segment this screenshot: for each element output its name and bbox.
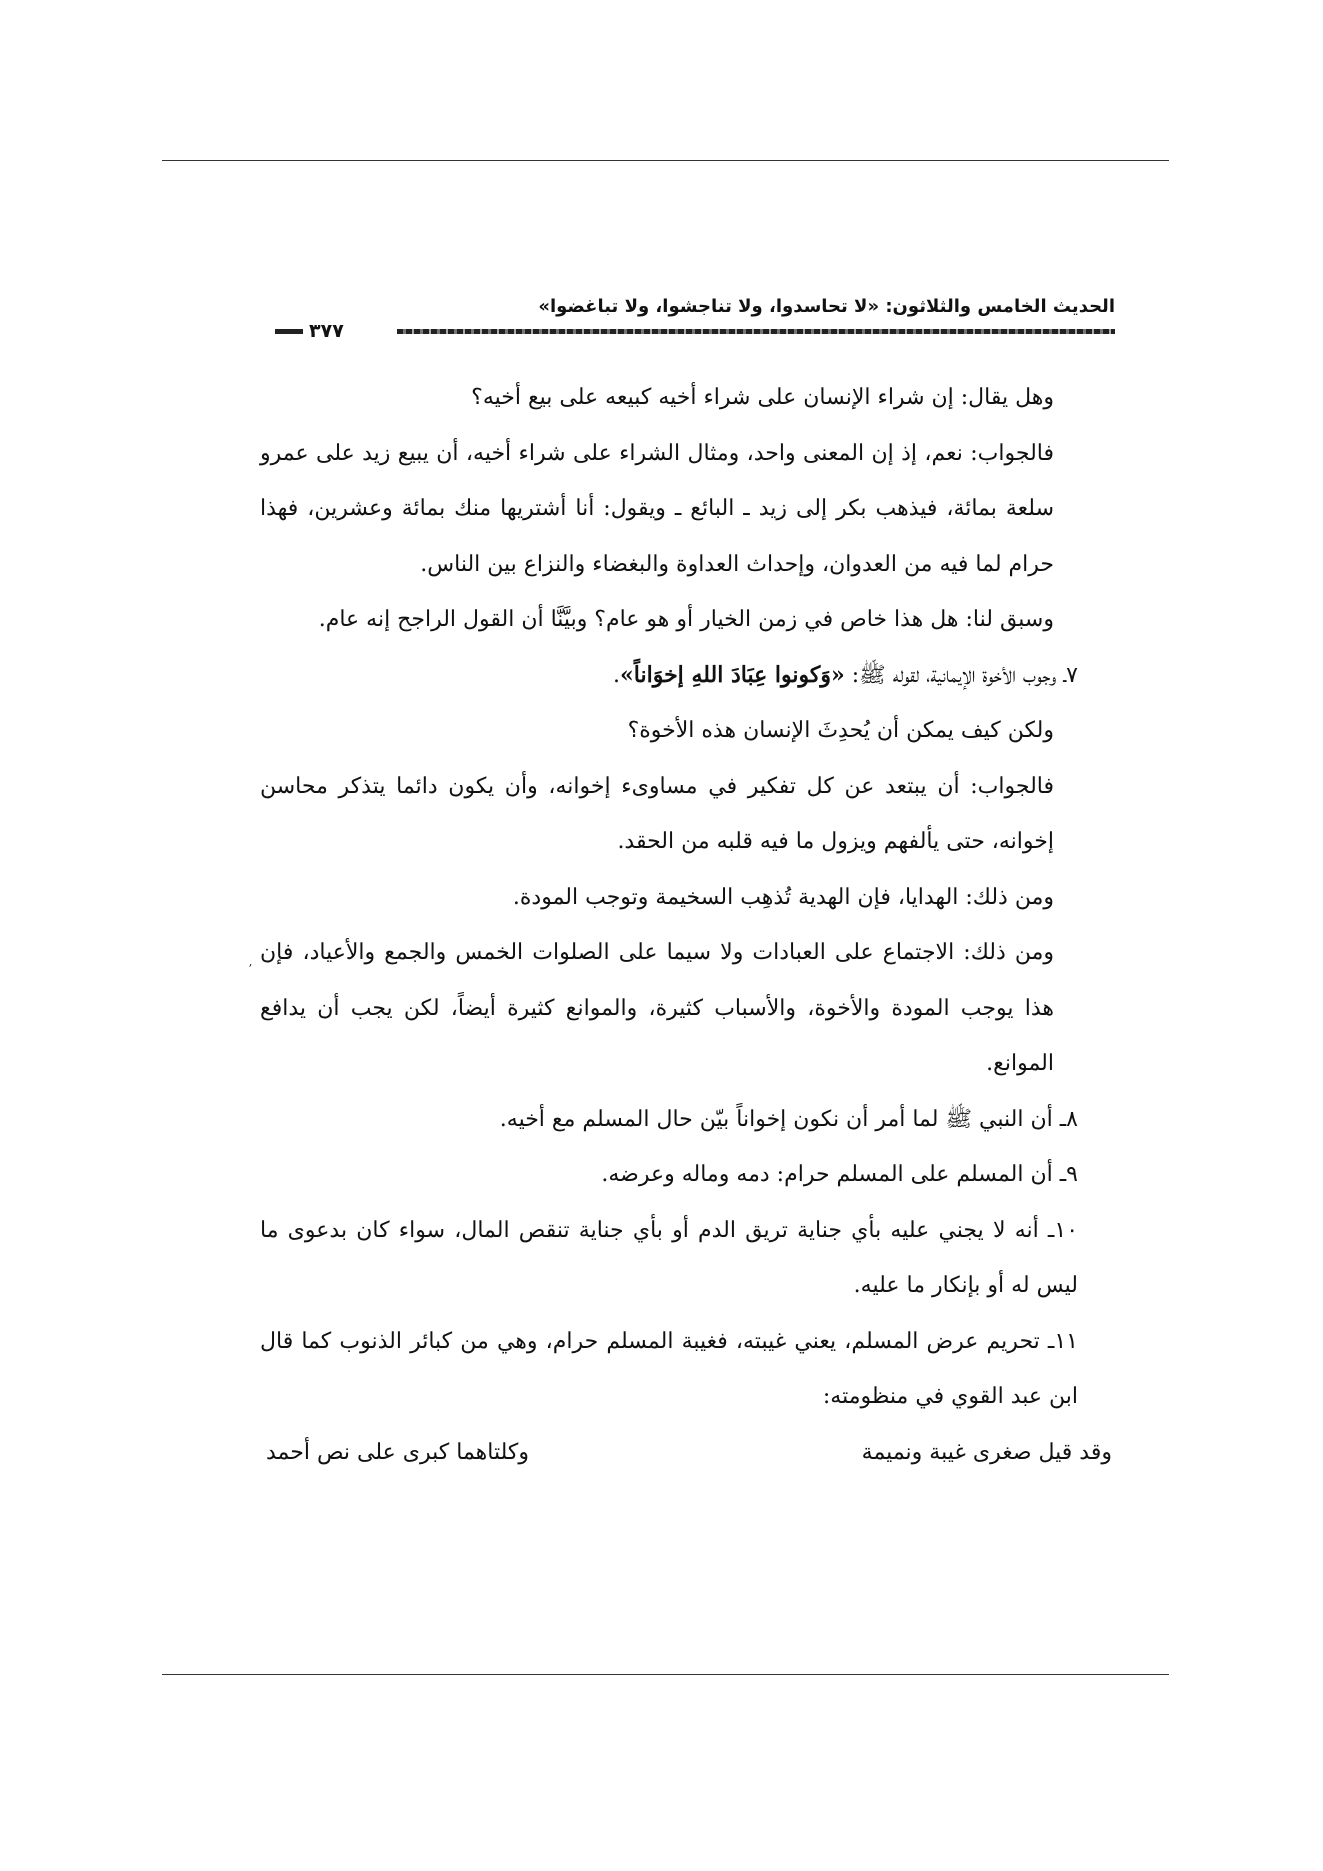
header-ornament-mini	[275, 329, 303, 334]
hadith-quote: «وَكونوا عِبَادَ اللهِ إخوَاناً»	[620, 661, 845, 688]
verse-second-hemistich: وكلتاهما كبرى على نص أحمد	[266, 1439, 529, 1465]
poetry-verse	[260, 1425, 1112, 1481]
point-7-end: .	[613, 662, 621, 688]
page-number-block	[275, 320, 344, 342]
stray-mark: ʼ	[248, 962, 252, 976]
paragraph-answer-purchase: فالجواب: نعم، إذ إن المعنى واحد، ومثال الشراء على شراء أخيه، أن يبيع زيد على عمرو سلعة بمائة، فيذهب بكر إلى زيد ـ البائع ـ ويقول: أنا أشتريها منك بمائة وعشرين، فهذا حرام لما فيه من العدوان، وإحداث العداوة والبغضاء والنزاع بين الناس.	[260, 440, 1055, 577]
point-7-intro: ٧ـ وجوب الأخوة الإيمانية، لقوله ﷺ:	[844, 662, 1078, 688]
paragraph-answer-brotherhood: فالجواب: أن يبتعد عن كل تفكير في مساوىء إخوانه، وأن يكون دائما يتذكر محاسن إخوانه، حتى يألفهم ويزول ما فيه قلبه من الحقد.	[260, 773, 1054, 854]
running-title: الحديث الخامس والثلاثون: «لا تحاسدوا، ولا تناجشوا، ولا تباغضوا»	[538, 296, 1115, 317]
paragraph-gatherings: ومن ذلك: الاجتماع على العبادات ولا سيما على الصلوات الخمس والجمع والأعياد، فإن هذا يوجب المودة والأخوة، والأسباب كثيرة، والموانع كثيرة أيضاً، لكن يجب أن يدافع الموانع.	[260, 940, 1054, 1076]
paragraph-khiyar: وسبق لنا: هل هذا خاص في زمن الخيار أو هو عام؟ وبيَّنَّا أن القول الراجح إنه عام.	[318, 607, 1054, 632]
paragraph-point-11: ١١ـ تحريم عرض المسلم، يعني غيبته، فغيبة المسلم حرام، وهي من كبائر الذنوب كما قال ابن عبد القوي في منظومته:	[260, 1328, 1078, 1409]
header-ornament-bar	[397, 329, 1115, 334]
top-rule	[162, 160, 1169, 161]
paragraph-gifts: ومن ذلك: الهدايا، فإن الهدية تُذهِب السخيمة وتوجب المودة.	[512, 884, 1054, 910]
paragraph-point-10: ١٠ـ أنه لا يجني عليه بأي جناية تريق الدم أو بأي جناية تنقص المال، سواء كان بدعوى ما ليس له أو بإنكار ما عليه.	[260, 1217, 1079, 1298]
paragraph-question: وهل يقال: إن شراء الإنسان على شراء أخيه كبيعه على بيع أخيه؟	[471, 385, 1054, 410]
bottom-rule	[162, 1674, 1169, 1675]
paragraph-point-8: ٨ـ أن النبي ﷺ لما أمر أن نكون إخواناً بيّن حال المسلم مع أخيه.	[499, 1106, 1078, 1132]
verse-first-hemistich: وقد قيل صغرى غيبة ونميمة	[861, 1439, 1112, 1465]
page-number: ٣٧٧	[309, 320, 344, 342]
page-body	[260, 370, 1112, 1480]
paragraph-point-9: ٩ـ أن المسلم على المسلم حرام: دمه وماله وعرضه.	[601, 1162, 1078, 1187]
paragraph-how-brotherhood: ولكن كيف يمكن أن يُحدِثَ الإنسان هذه الأخوة؟	[627, 718, 1054, 743]
page-header	[275, 292, 1115, 350]
paragraph-point-7	[260, 648, 1112, 704]
